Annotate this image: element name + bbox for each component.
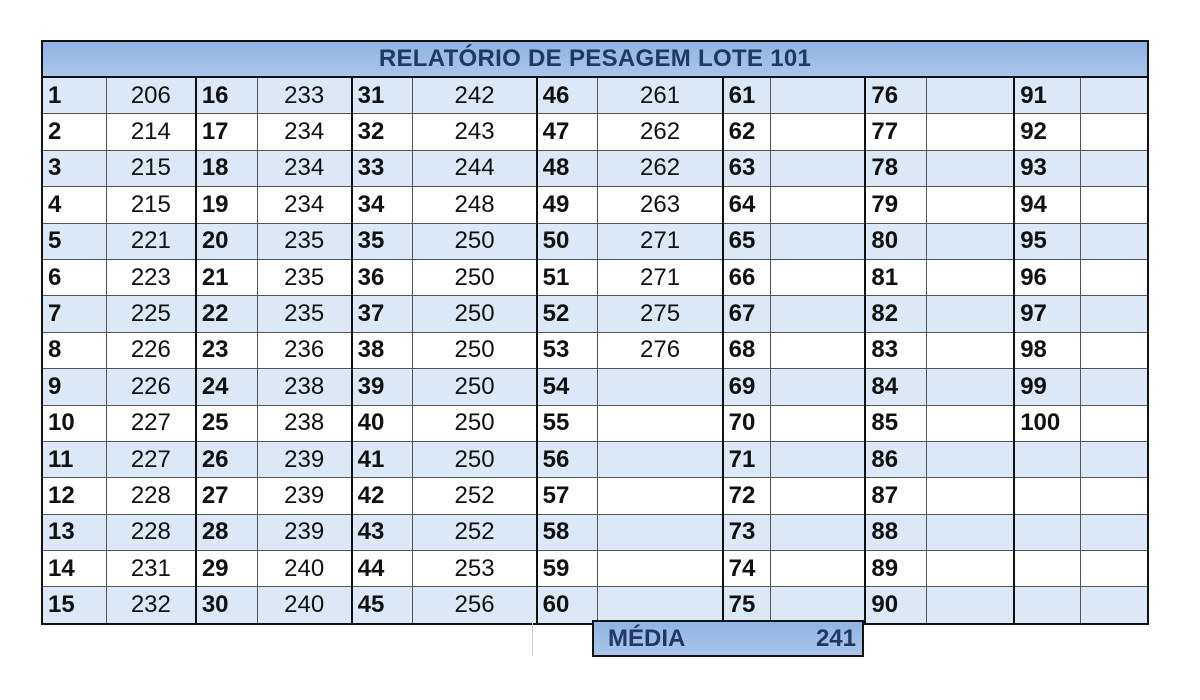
animal-number: 15 <box>43 587 106 623</box>
weight-cell: 239 <box>257 514 352 550</box>
table-row <box>43 114 1147 150</box>
weight-cell <box>771 223 866 259</box>
animal-number: 19 <box>196 187 257 223</box>
animal-number <box>1014 551 1080 587</box>
weight-cell: 239 <box>257 441 352 477</box>
animal-number: 71 <box>723 441 771 477</box>
animal-number: 56 <box>537 441 598 477</box>
weight-cell: 228 <box>106 478 195 514</box>
animal-number: 26 <box>196 441 257 477</box>
weight-cell: 238 <box>257 405 352 441</box>
animal-number: 37 <box>352 296 413 332</box>
animal-number: 20 <box>196 223 257 259</box>
animal-number: 44 <box>352 551 413 587</box>
weight-cell <box>1081 587 1147 623</box>
sheet-gridline <box>532 622 533 656</box>
animal-number: 64 <box>723 187 771 223</box>
animal-number: 24 <box>196 369 257 405</box>
table-row <box>43 78 1147 114</box>
weight-cell <box>927 441 1014 477</box>
weight-cell: 250 <box>413 441 537 477</box>
animal-number: 79 <box>865 187 926 223</box>
animal-number: 11 <box>43 441 106 477</box>
animal-number: 10 <box>43 405 106 441</box>
animal-number: 54 <box>537 369 598 405</box>
weight-cell <box>771 405 866 441</box>
weight-cell: 240 <box>257 551 352 587</box>
weight-cell: 256 <box>413 587 537 623</box>
animal-number <box>1014 478 1080 514</box>
weight-cell <box>598 441 723 477</box>
weight-cell: 226 <box>106 369 195 405</box>
animal-number: 76 <box>865 78 926 114</box>
animal-number: 35 <box>352 223 413 259</box>
weight-cell <box>1081 478 1147 514</box>
weight-cell: 206 <box>106 78 195 114</box>
weight-cell <box>927 259 1014 295</box>
weight-cell: 215 <box>106 150 195 186</box>
weight-cell <box>771 441 866 477</box>
table-row <box>43 223 1147 259</box>
animal-number: 66 <box>723 259 771 295</box>
table-row <box>43 478 1147 514</box>
weight-cell <box>927 332 1014 368</box>
weight-cell: 227 <box>106 441 195 477</box>
animal-number: 93 <box>1014 150 1080 186</box>
weight-cell: 214 <box>106 114 195 150</box>
animal-number: 13 <box>43 514 106 550</box>
animal-number: 1 <box>43 78 106 114</box>
weight-cell: 239 <box>257 478 352 514</box>
weight-cell <box>598 514 723 550</box>
animal-number: 78 <box>865 150 926 186</box>
animal-number: 53 <box>537 332 598 368</box>
average-value: 241 <box>815 624 856 652</box>
animal-number: 40 <box>352 405 413 441</box>
weight-cell <box>927 114 1014 150</box>
animal-number: 60 <box>537 587 598 623</box>
animal-number: 25 <box>196 405 257 441</box>
animal-number: 41 <box>352 441 413 477</box>
animal-number: 36 <box>352 259 413 295</box>
animal-number: 33 <box>352 150 413 186</box>
weight-cell <box>927 223 1014 259</box>
animal-number <box>1014 587 1080 623</box>
animal-number: 8 <box>43 332 106 368</box>
animal-number: 6 <box>43 259 106 295</box>
animal-number: 69 <box>723 369 771 405</box>
weight-cell: 252 <box>413 478 537 514</box>
weight-cell <box>1081 405 1147 441</box>
average-label: MÉDIA <box>608 624 686 652</box>
weight-cell <box>1081 369 1147 405</box>
table-row <box>43 514 1147 550</box>
weight-cell: 238 <box>257 369 352 405</box>
weight-cell: 232 <box>106 587 195 623</box>
report-title: RELATÓRIO DE PESAGEM LOTE 101 <box>43 42 1147 78</box>
weight-cell <box>598 405 723 441</box>
animal-number: 77 <box>865 114 926 150</box>
animal-number: 74 <box>723 551 771 587</box>
weight-cell <box>598 478 723 514</box>
animal-number: 61 <box>723 78 771 114</box>
animal-number: 59 <box>537 551 598 587</box>
weight-cell: 228 <box>106 514 195 550</box>
weight-cell: 263 <box>598 187 723 223</box>
animal-number: 80 <box>865 223 926 259</box>
animal-number: 29 <box>196 551 257 587</box>
animal-number: 21 <box>196 259 257 295</box>
weight-cell: 276 <box>598 332 723 368</box>
weight-cell: 250 <box>413 405 537 441</box>
animal-number: 97 <box>1014 296 1080 332</box>
animal-number: 52 <box>537 296 598 332</box>
weight-cell <box>598 369 723 405</box>
animal-number: 58 <box>537 514 598 550</box>
animal-number: 68 <box>723 332 771 368</box>
animal-number: 63 <box>723 150 771 186</box>
weight-cell: 223 <box>106 259 195 295</box>
weight-cell <box>771 114 866 150</box>
weight-cell: 248 <box>413 187 537 223</box>
weight-cell: 250 <box>413 223 537 259</box>
weight-cell <box>771 551 866 587</box>
weight-cell: 235 <box>257 259 352 295</box>
weight-cell <box>1081 150 1147 186</box>
animal-number: 89 <box>865 551 926 587</box>
table-row <box>43 405 1147 441</box>
table-row <box>43 187 1147 223</box>
animal-number: 99 <box>1014 369 1080 405</box>
animal-number: 3 <box>43 150 106 186</box>
animal-number: 28 <box>196 514 257 550</box>
animal-number: 91 <box>1014 78 1080 114</box>
table-row <box>43 441 1147 477</box>
weight-cell <box>771 332 866 368</box>
animal-number: 32 <box>352 114 413 150</box>
animal-number: 65 <box>723 223 771 259</box>
weight-cell: 243 <box>413 114 537 150</box>
animal-number: 49 <box>537 187 598 223</box>
weight-cell <box>771 187 866 223</box>
weight-cell: 250 <box>413 296 537 332</box>
weight-cell <box>771 150 866 186</box>
weight-cell <box>927 150 1014 186</box>
animal-number <box>1014 514 1080 550</box>
table-row <box>43 551 1147 587</box>
weight-cell: 227 <box>106 405 195 441</box>
table-row <box>43 587 1147 623</box>
weight-cell: 221 <box>106 223 195 259</box>
weight-cell <box>771 259 866 295</box>
animal-number: 98 <box>1014 332 1080 368</box>
animal-number: 17 <box>196 114 257 150</box>
animal-number: 46 <box>537 78 598 114</box>
animal-number: 30 <box>196 587 257 623</box>
table-row <box>43 332 1147 368</box>
weight-cell <box>771 296 866 332</box>
weight-cell <box>1081 187 1147 223</box>
weight-cell: 271 <box>598 259 723 295</box>
animal-number: 7 <box>43 296 106 332</box>
weight-cell <box>927 514 1014 550</box>
animal-number: 18 <box>196 150 257 186</box>
animal-number: 22 <box>196 296 257 332</box>
weight-cell <box>771 478 866 514</box>
animal-number: 31 <box>352 78 413 114</box>
animal-number: 100 <box>1014 405 1080 441</box>
weight-cell <box>598 551 723 587</box>
table-row <box>43 259 1147 295</box>
weight-cell <box>1081 296 1147 332</box>
animal-number: 43 <box>352 514 413 550</box>
animal-number: 70 <box>723 405 771 441</box>
animal-number: 67 <box>723 296 771 332</box>
weight-cell: 262 <box>598 150 723 186</box>
weight-cell: 226 <box>106 332 195 368</box>
weight-cell: 261 <box>598 78 723 114</box>
table-row <box>43 369 1147 405</box>
weight-cell <box>927 587 1014 623</box>
animal-number: 62 <box>723 114 771 150</box>
animal-number: 38 <box>352 332 413 368</box>
average-box <box>592 620 864 657</box>
animal-number: 72 <box>723 478 771 514</box>
weight-cell: 234 <box>257 150 352 186</box>
weight-cell: 215 <box>106 187 195 223</box>
weight-cell: 275 <box>598 296 723 332</box>
weight-cell <box>1081 514 1147 550</box>
weight-cell: 234 <box>257 187 352 223</box>
weight-cell: 231 <box>106 551 195 587</box>
animal-number: 57 <box>537 478 598 514</box>
animal-number: 16 <box>196 78 257 114</box>
weight-cell: 250 <box>413 259 537 295</box>
animal-number: 95 <box>1014 223 1080 259</box>
animal-number: 83 <box>865 332 926 368</box>
animal-number: 92 <box>1014 114 1080 150</box>
weight-cell: 242 <box>413 78 537 114</box>
weights-grid <box>43 78 1147 623</box>
animal-number: 96 <box>1014 259 1080 295</box>
table-row <box>43 150 1147 186</box>
weight-cell <box>771 587 866 623</box>
animal-number: 2 <box>43 114 106 150</box>
animal-number: 39 <box>352 369 413 405</box>
weight-cell <box>927 296 1014 332</box>
animal-number: 9 <box>43 369 106 405</box>
weight-cell: 262 <box>598 114 723 150</box>
animal-number: 48 <box>537 150 598 186</box>
weight-cell <box>927 551 1014 587</box>
weight-cell: 225 <box>106 296 195 332</box>
weight-cell: 253 <box>413 551 537 587</box>
weight-cell <box>1081 78 1147 114</box>
weight-cell <box>771 514 866 550</box>
weight-cell: 240 <box>257 587 352 623</box>
weight-cell <box>1081 223 1147 259</box>
animal-number: 81 <box>865 259 926 295</box>
weight-cell <box>771 78 866 114</box>
weight-cell <box>1081 259 1147 295</box>
weight-cell: 234 <box>257 114 352 150</box>
animal-number: 47 <box>537 114 598 150</box>
weight-cell: 250 <box>413 332 537 368</box>
weight-cell <box>1081 551 1147 587</box>
animal-number: 34 <box>352 187 413 223</box>
animal-number: 4 <box>43 187 106 223</box>
weight-cell: 244 <box>413 150 537 186</box>
weight-cell: 252 <box>413 514 537 550</box>
animal-number: 90 <box>865 587 926 623</box>
animal-number: 82 <box>865 296 926 332</box>
animal-number: 45 <box>352 587 413 623</box>
animal-number: 75 <box>723 587 771 623</box>
animal-number: 14 <box>43 551 106 587</box>
animal-number: 87 <box>865 478 926 514</box>
weight-cell <box>927 78 1014 114</box>
weight-cell: 236 <box>257 332 352 368</box>
table-row <box>43 296 1147 332</box>
animal-number <box>1014 441 1080 477</box>
weight-cell <box>598 587 723 623</box>
weight-cell: 235 <box>257 223 352 259</box>
animal-number: 94 <box>1014 187 1080 223</box>
weight-cell <box>1081 114 1147 150</box>
animal-number: 88 <box>865 514 926 550</box>
animal-number: 42 <box>352 478 413 514</box>
weight-cell <box>1081 441 1147 477</box>
animal-number: 27 <box>196 478 257 514</box>
weight-cell: 233 <box>257 78 352 114</box>
animal-number: 84 <box>865 369 926 405</box>
animal-number: 23 <box>196 332 257 368</box>
animal-number: 12 <box>43 478 106 514</box>
animal-number: 85 <box>865 405 926 441</box>
weight-cell <box>927 405 1014 441</box>
animal-number: 5 <box>43 223 106 259</box>
weight-cell: 235 <box>257 296 352 332</box>
animal-number: 50 <box>537 223 598 259</box>
weight-cell <box>771 369 866 405</box>
weight-cell: 271 <box>598 223 723 259</box>
weight-cell <box>1081 332 1147 368</box>
weight-cell <box>927 369 1014 405</box>
animal-number: 51 <box>537 259 598 295</box>
animal-number: 73 <box>723 514 771 550</box>
animal-number: 55 <box>537 405 598 441</box>
weight-cell <box>927 187 1014 223</box>
animal-number: 86 <box>865 441 926 477</box>
weight-cell: 250 <box>413 369 537 405</box>
weight-cell <box>927 478 1014 514</box>
weighing-report-table <box>41 40 1149 625</box>
